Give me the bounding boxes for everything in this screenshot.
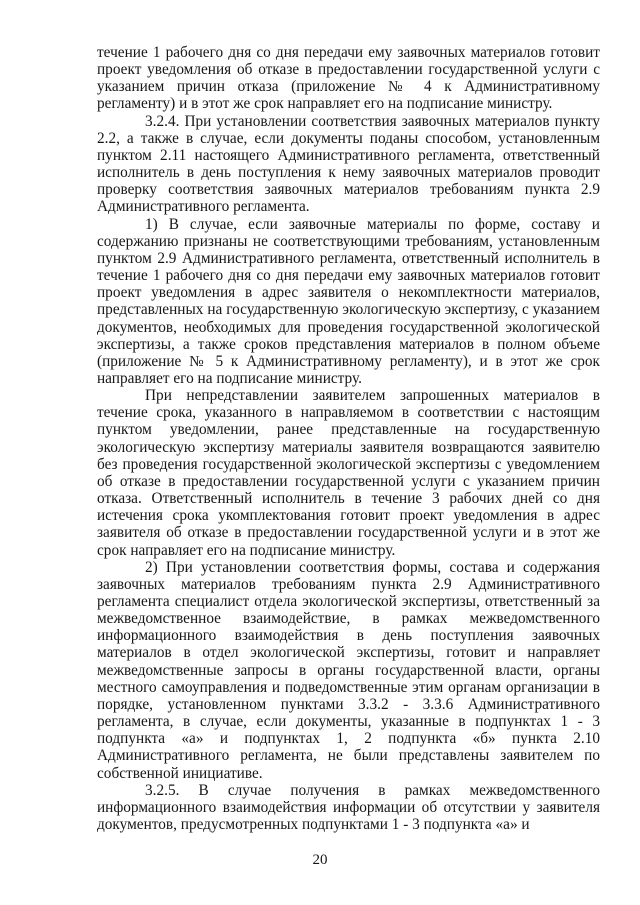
paragraph-item-1: 1) В случае, если заявочные материалы по форме, составу и содержанию признаны не соответствующими требованиям, установленным пунктом 2.9 Административного регламента, ответственный исполнитель в течение 1 рабочего дня со дня передачи ему заявочных материалов готовит проект уведомления в адрес заявителя о некомплектности материалов, представленных на государственную экологическую экспертизу, с указанием документов, необходимых для проведения государственной экологической экспертизы, а также сроков представления материалов в полном объеме (приложение № 5 к Административному регламенту), и в этот же срок направляет его на подписание министру. <box>97 215 600 387</box>
paragraph-non-submission: При непредставлении заявителем запрошенных материалов в течение срока, указанного в направляемом в соответствии с настоящим пунктом уведомлении, ранее представленные на государственную экологическую экспертизу материалы заявителя возвращаются заявителю без проведения государственной экологической экспертизы с уведомлением об отказе в предоставлении государственной услуги с указанием причин отказа. Ответственный исполнитель в течение 3 рабочих дней со дня истечения срока укомплектования готовит проект уведомления в адрес заявителя об отказе в предоставлении государственной услуги и в этот же срок направляет его на подписание министру. <box>97 387 600 559</box>
paragraph-continuation: течение 1 рабочего дня со дня передачи ему заявочных материалов готовит проект уведомления об отказе в предоставлении государственной услуги с указанием причин отказа (приложение № 4 к Административному регламенту) и в этот же срок направляет его на подписание министру. <box>97 44 600 113</box>
paragraph-3-2-4: 3.2.4. При установлении соответствия заявочных материалов пункту 2.2, а также в случае, если документы поданы способом, установленным пунктом 2.11 настоящего Административного регламента, ответственный исполнитель в день поступления к нему заявочных материалов проводит проверку соответствия заявочных материалов требованиям пункта 2.9 Административного регламента. <box>97 112 600 216</box>
paragraph-3-2-5: 3.2.5. В случае получения в рамках межведомственного информационного взаимодействия информации об отсутствии у заявителя документов, предусмотренных подпунктами 1 - 3 подпункта «а» и <box>97 781 600 834</box>
document-page <box>97 44 600 833</box>
page-number: 20 <box>312 852 328 868</box>
paragraph-item-2: 2) При установлении соответствия формы, состава и содержания заявочных материалов требованиям пункта 2.9 Административного регламента специалист отдела экологической экспертизы, ответственный за межведомственное взаимодействие, в рамках межведомственного информационного взаимодействия в день поступления заявочных материалов в отдел экологической экспертизы, готовит и направляет межведомственные запросы в органы государственной власти, органы местного самоуправления и подведомственные этим органам организации в порядке, установленном пунктами 3.3.2 - 3.3.6 Административного регламента, в случае, если документы, указанные в подпунктах 1 - 3 подпункта «а» и подпунктах 1, 2 подпункта «б» пункта 2.10 Административного регламента, не были представлены заявителем по собственной инициативе. <box>97 558 600 782</box>
